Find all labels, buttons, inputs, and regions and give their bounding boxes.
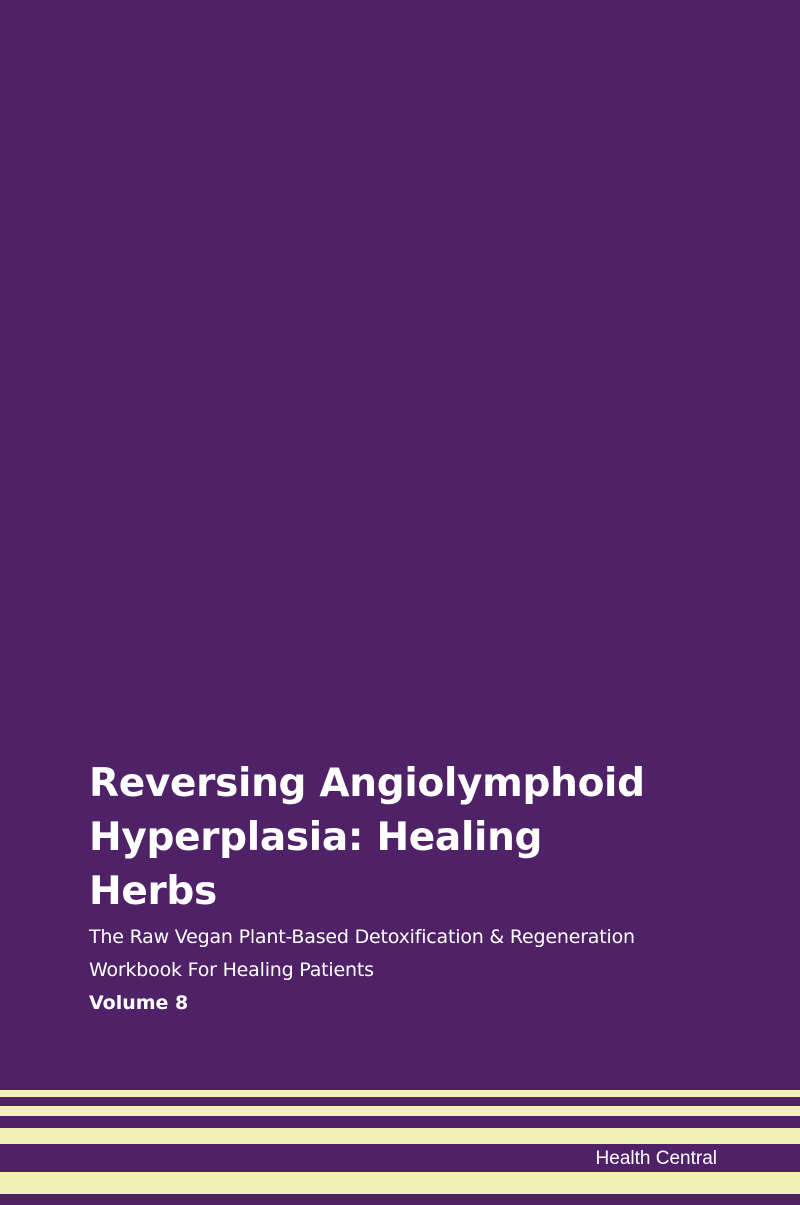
decorative-stripe [0, 1172, 800, 1194]
book-title [89, 757, 769, 919]
decorative-stripe [0, 1090, 800, 1097]
decorative-stripe [0, 1128, 800, 1144]
book-subtitle [89, 921, 769, 987]
book-title-line: Hyperplasia: Healing [89, 815, 543, 860]
book-title-line: Reversing Angiolymphoid [89, 761, 645, 806]
book-subtitle-line: The Raw Vegan Plant-Based Detoxification & Regeneration [89, 926, 635, 948]
book-volume: Volume 8 [89, 992, 189, 1014]
publisher-name: Health Central [595, 1148, 717, 1169]
book-title-line: Herbs [89, 869, 217, 914]
book-subtitle-line: Workbook For Healing Patients [89, 959, 374, 981]
title-block [89, 757, 769, 1019]
decorative-stripe [0, 1106, 800, 1116]
